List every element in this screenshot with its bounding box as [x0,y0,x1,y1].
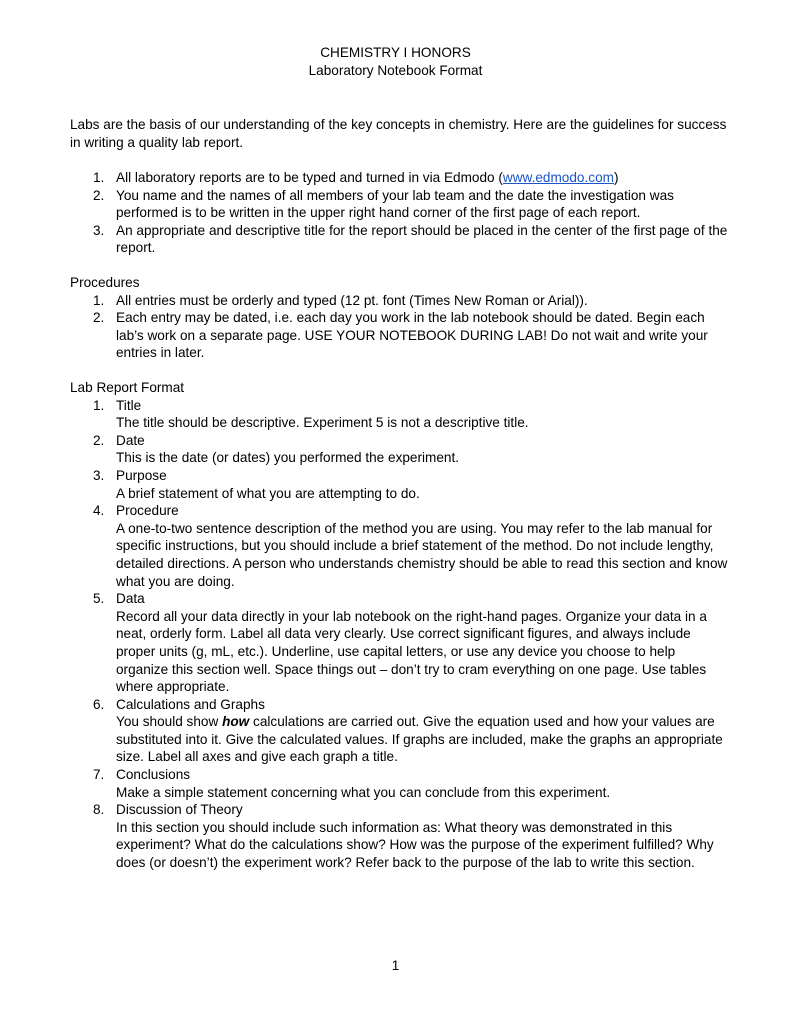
list-item [70,696,730,766]
emphasis-text: how [222,714,250,730]
item-body: The title should be descriptive. Experiment 5 is not a descriptive title. [116,415,529,431]
item-body: A brief statement of what you are attempting to do. [116,485,420,501]
item-body: In this section you should include such information as: What theory was demonstrated in this experiment? What do the calculations show? How was the purpose of the experiment fulfilled? Why does (or doesn’t) the experiment work? Refer back to the purpose of the lab to write this section. [116,819,714,871]
list-item [70,467,730,502]
list-item [70,590,730,696]
list-item [70,502,730,590]
list-number: 4. [93,503,105,519]
list-number: 1. [93,397,105,413]
page-subtitle: Laboratory Notebook Format [308,63,483,78]
list-text: ) [613,170,619,185]
list-item [70,222,730,257]
list-number: 5. [93,591,105,607]
list-number: 6. [93,696,105,712]
list-number: 3. [93,222,105,238]
procedures-section [70,274,730,362]
list-number: 8. [93,802,105,818]
list-item [70,309,730,362]
guidelines-list [70,169,730,257]
list-item [70,169,730,187]
item-heading: Purpose [116,467,167,483]
page-number: 1 [391,958,400,973]
list-number: 2. [93,310,105,326]
list-item [70,187,730,222]
list-text: An appropriate and descriptive title for the report should be placed in the center of the first page of the report. [116,222,728,256]
list-item [70,432,730,467]
item-heading: Calculations and Graphs [116,696,265,712]
list-number: 2. [93,187,105,203]
item-heading: Procedure [116,503,179,519]
list-text: All laboratory reports are to be typed and turned in via Edmodo ( [116,170,503,185]
item-body: Make a simple statement concerning what you can conclude from this experiment. [116,784,611,800]
intro-paragraph: Labs are the basis of our understanding of the key concepts in chemistry. Here are the guidelines for success in writing a quality lab report. [70,117,727,150]
item-body: Record all your data directly in your lab notebook on the right-hand pages. Organize your data in a neat, orderly form. Label all data very clearly. Use correct significant figures, and always include proper units (g, mL, etc.). Underline, use capital letters, or use any device you choose to help organize this section well. Space things out – don’t try to cram everything on one page. Use tables where appropriate. [116,608,707,695]
item-heading: Discussion of Theory [116,802,243,818]
section-heading: Procedures [70,275,140,290]
lab-report-format-section [70,379,730,872]
item-heading: Data [116,591,145,607]
list-item [70,766,730,801]
item-body: A one-to-two sentence description of the method you are using. You may refer to the lab manual for specific instructions, but you should include a brief statement of the method. Do not include lengthy, detailed directions. A person who understands chemistry should be able to read this section and know what you are doing. [116,520,728,589]
list-number: 2. [93,432,105,448]
list-number: 1. [93,292,105,308]
list-number: 1. [93,170,105,185]
list-number: 7. [93,767,105,783]
document-header [0,44,791,80]
list-text: Each entry may be dated, i.e. each day you work in the lab notebook should be dated. Begin each lab’s work on a separate page. USE YOUR NOTEBOOK DURING LAB! Do not wait and write your entries in later. [116,310,708,361]
list-item [70,292,730,310]
list-text: All entries must be orderly and typed (12 pt. font (Times New Roman or Arial)). [116,292,588,308]
item-body: This is the date (or dates) you performed the experiment. [116,450,460,466]
list-text: You name and the names of all members of your lab team and the date the investigation was performed is to be written in the upper right hand corner of the first page of each report. [116,187,674,221]
page-title: CHEMISTRY I HONORS [320,45,471,60]
list-item [70,801,730,871]
item-heading: Conclusions [116,767,191,783]
list-number: 3. [93,467,105,483]
item-heading: Title [116,397,142,413]
edmodo-link[interactable]: www.edmodo.com [502,170,614,185]
item-heading: Date [116,432,145,448]
list-item [70,397,730,432]
section-heading: Lab Report Format [70,380,185,395]
item-body [116,713,730,766]
body-text: You should show [116,714,223,730]
body-text: calculations are carried out. Give the equation used and how your values are substituted into it. Give the calculated values. If graphs are included, make the graphs an appropriate size. Label all axes and give each graph a title. [116,714,723,765]
